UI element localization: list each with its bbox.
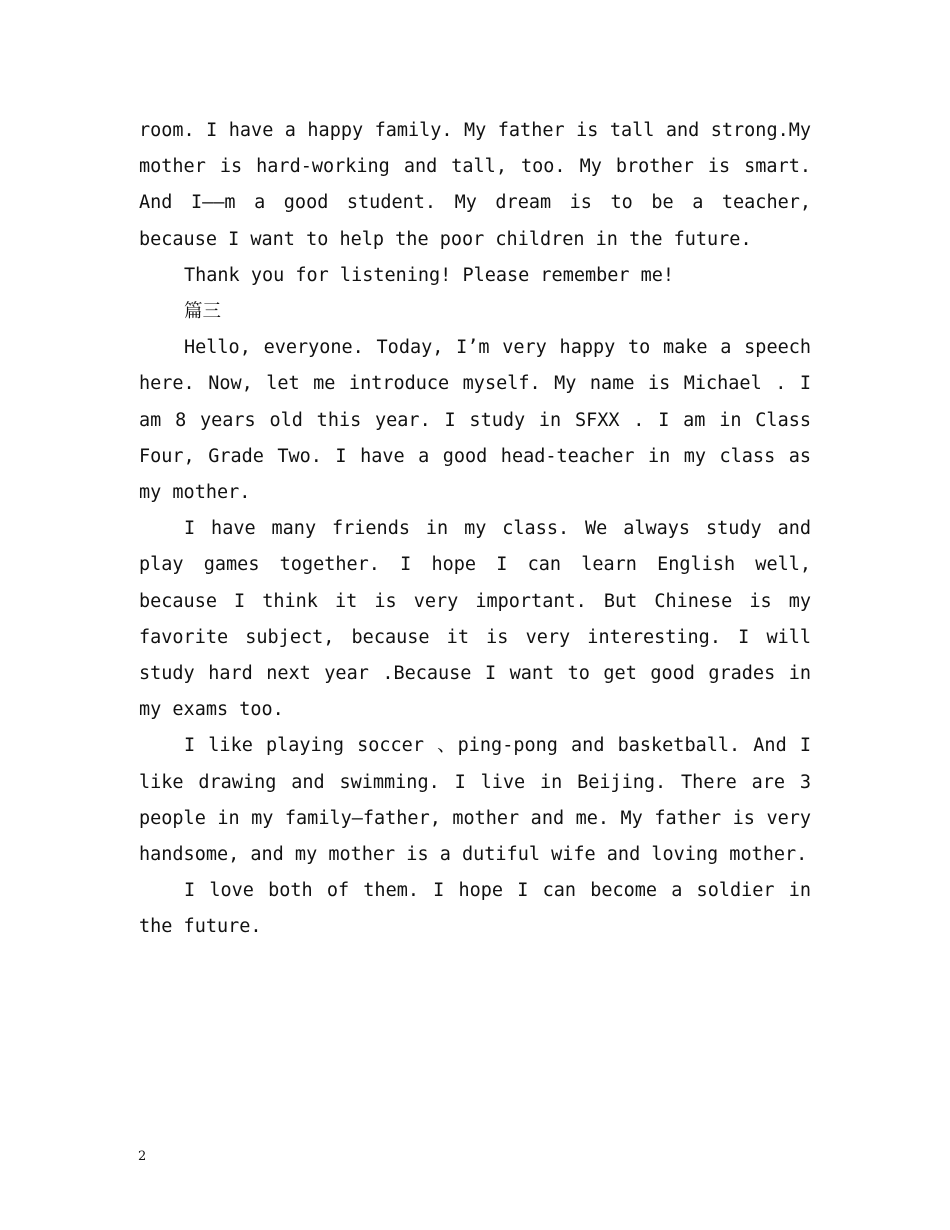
paragraph-thanks: Thank you for listening! Please remember me! (184, 264, 675, 286)
paragraph-introduction: Hello, everyone. Today, I’m very happy to make a speech here. Now, let me introduce myself. My name is Michael . I am 8 years old this year. I study in SFXX . I am in Class Four, Grade Two. I have a good head-teacher in my class as my mother. (139, 337, 811, 504)
paragraph-friends: I have many friends in my class. We always study and play games together. I hope I can learn English well, because I think it is very important. But Chinese is my favorite subject, because it is very interesting. I will study hard next year .Because I want to get good grades in my exams too. (139, 518, 811, 721)
section-title: 篇三 (184, 301, 222, 323)
body-text (139, 113, 811, 946)
paragraph-closing: I love both of them. I hope I can become a soldier in the future. (139, 880, 811, 938)
page-number: 2 (138, 1149, 147, 1164)
paragraph-hobbies: I like playing soccer 、ping-pong and basketball. And I like drawing and swimming. I live in Beijing. There are 3 people in my family—father, mother and me. My father is very handsome, and my mother is a dutiful wife and loving mother. (139, 735, 811, 866)
paragraph-family: room. I have a happy family. My father is tall and strong.My mother is hard-working and tall, too. My brother is smart. And I——m a good student. My dream is to be a teacher, because I want to help the poor children in the future. (139, 120, 811, 250)
